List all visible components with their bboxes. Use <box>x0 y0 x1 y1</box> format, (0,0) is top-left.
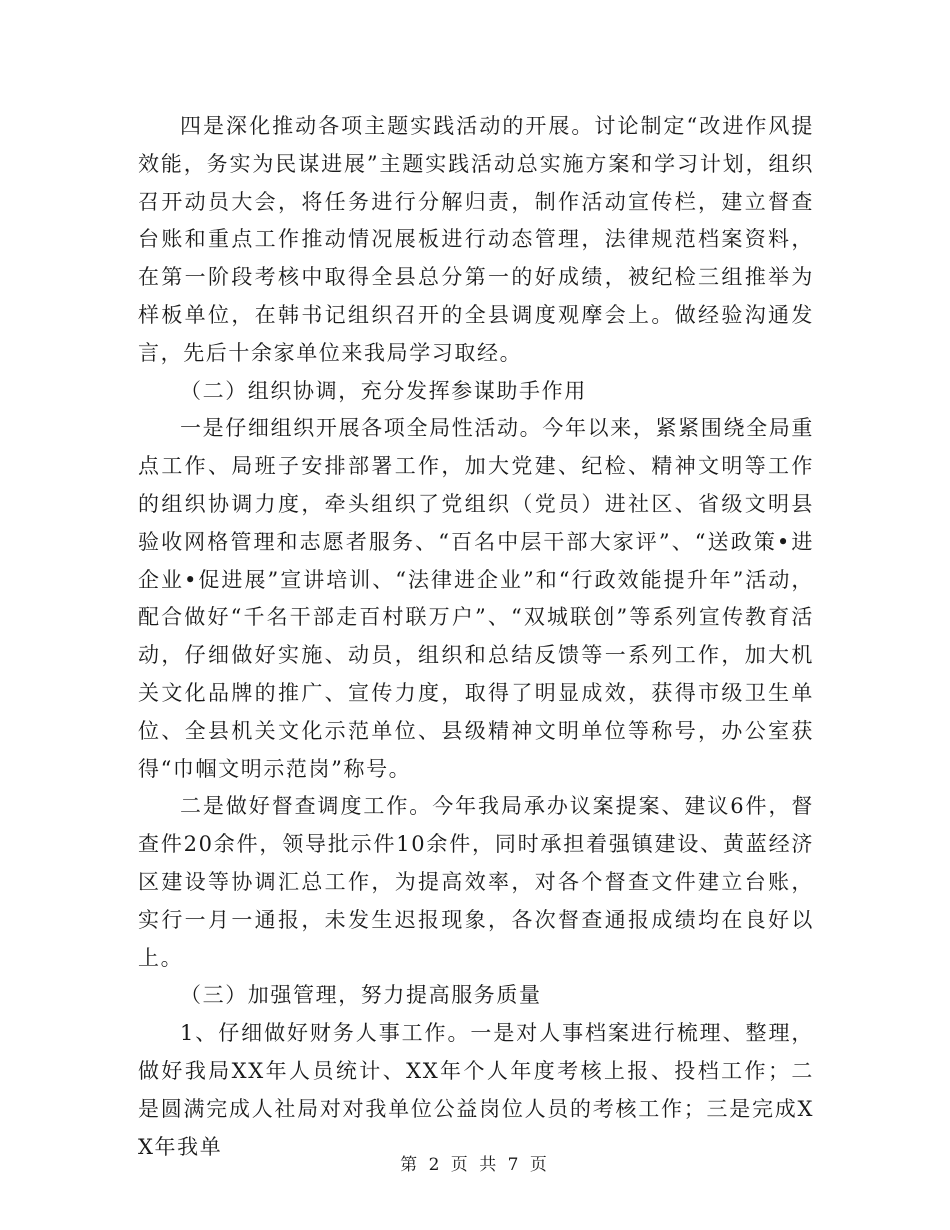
page-number-footer: 第 2 页 共 7 页 <box>400 1155 550 1175</box>
section-heading-management: （三）加强管理，努力提高服务质量 <box>180 983 542 1008</box>
paragraph-organize-activities: 一是仔细组织开展各项全局性活动。今年以来，紧紧围绕全局重点工作、局班子安排部署工作，加大党建、纪检、精神文明等工作的组织协调力度，牵头组织了党组织（党员）进社区、省级文明县验收网格管理和志愿者服务、“百名中层干部大家评”、“送政策•进企业•促进展”宣讲培训、“法律进企业”和“行政效能提升年”活动，配合做好“千名干部走百村联万户”、“双城联创”等系列宣传教育活动，仔细做好实施、动员，组织和总结反馈等一系列工作，加大机关文化品牌的推广、宣传力度，取得了明显成效，获得市级卫生单位、全县机关文化示范单位、县级精神文明单位等称号，办公室获得“巾帼文明示范岗”称号。 <box>138 416 814 781</box>
section-heading-coordination: （二）组织协调，充分发挥参谋助手作用 <box>180 378 587 403</box>
document-body <box>138 108 814 1166</box>
paragraph-finance-personnel: 1、仔细做好财务人事工作。一是对人事档案进行梳理、整理，做好我局XX年人员统计、XX年个人年度考核上报、投档工作；二是圆满完成人社局对对我单位公益岗位人员的考核工作；三是完成XX年我单 <box>138 1021 814 1159</box>
paragraph-practice-activities: 四是深化推动各项主题实践活动的开展。讨论制定“改进作风提效能，务实为民谋进展”主题实践活动总实施方案和学习计划，组织召开动员大会，将任务进行分解归责，制作活动宣传栏，建立督查台账和重点工作推动情况展板进行动态管理，法律规范档案资料，在第一阶段考核中取得全县总分第一的好成绩，被纪检三组推举为样板单位，在韩书记组织召开的全县调度观摩会上。做经验沟通发言，先后十余家单位来我局学习取经。 <box>138 114 814 365</box>
paragraph-supervision: 二是做好督查调度工作。今年我局承办议案提案、建议6件，督查件20余件，领导批示件10余件，同时承担着强镇建设、黄蓝经济区建设等协调汇总工作，为提高效率，对各个督查文件建立台账，实行一月一通报，未发生迟报现象，各次督查通报成绩均在良好以上。 <box>138 794 814 970</box>
